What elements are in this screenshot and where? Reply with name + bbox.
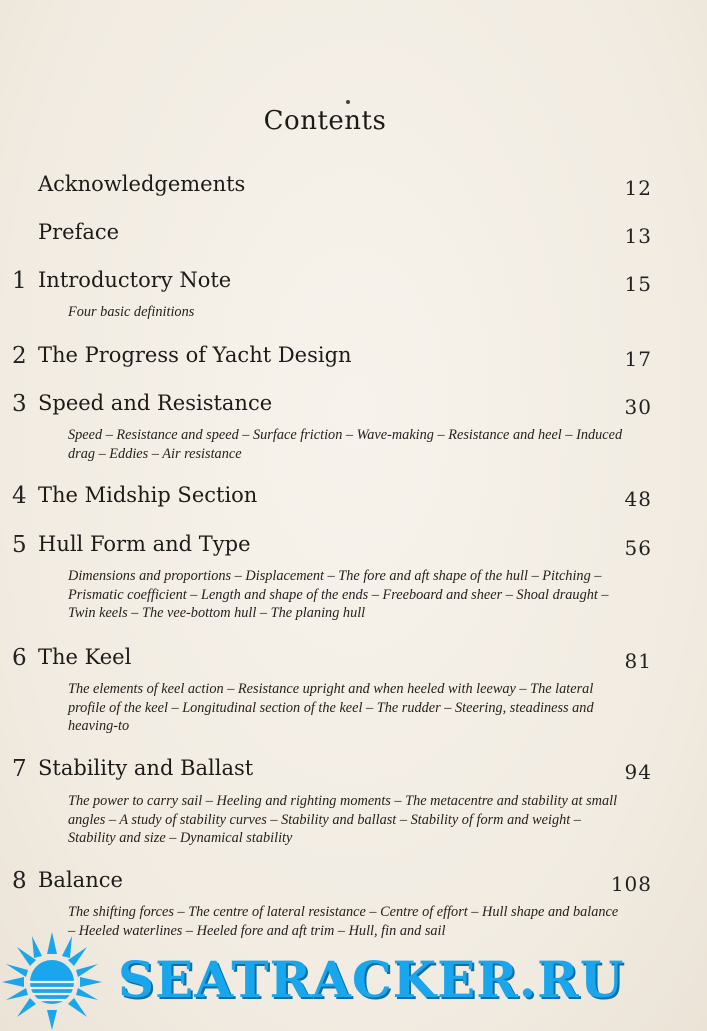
toc-heading: Introductory Note	[38, 268, 232, 292]
toc-chapter-number: 1	[12, 268, 27, 294]
toc-heading: The Progress of Yacht Design	[38, 343, 352, 367]
toc-page-number: 12	[624, 176, 652, 200]
toc-page-number: 81	[624, 649, 652, 673]
toc-page-number: 15	[624, 272, 652, 296]
show-through	[300, 36, 304, 51]
toc-heading: Acknowledgements	[38, 172, 246, 196]
toc-page-number: 108	[610, 872, 652, 896]
toc-subtopics: Speed – Resistance and speed – Surface friction – Wave-making – Resistance and heel – Induced drag – Eddies – Air resistance	[68, 427, 623, 462]
toc-page-number: 17	[624, 347, 652, 371]
toc-subtopics: Dimensions and proportions – Displacement – The fore and aft shape of the hull – Pitching – Prismatic coefficient – Length and shape of the ends – Freeboard and sheer – Shoal draught – Twin keels – The vee-bottom hull – The planing hull	[68, 568, 609, 621]
toc-chapter-number: 2	[12, 343, 27, 369]
toc-page-number: 48	[624, 487, 652, 511]
toc-chapter-number: 7	[12, 756, 27, 782]
toc-heading: Preface	[38, 220, 120, 244]
toc-page-number: 56	[624, 536, 652, 560]
toc-subtopics: The elements of keel action – Resistance upright and when heeled with leeway – The lateral profile of the keel – Longitudinal section of the keel – The rudder – Steering, steadiness and heaving-to	[68, 681, 594, 734]
toc-chapter-number: 4	[12, 483, 27, 509]
toc-page-number: 13	[624, 224, 652, 248]
sun-logo-icon	[2, 930, 102, 1030]
toc-subtopics: The power to carry sail – Heeling and righting moments – The metacentre and stability at small angles – A study of stability curves – Stability and ballast – Stability of form and weight – Stability and size – Dynamical stability	[68, 793, 618, 846]
watermark-text: SEATRACKER.RU	[118, 950, 625, 1009]
toc-heading: The Keel	[38, 645, 132, 669]
toc-page-number: 94	[624, 760, 652, 784]
watermark	[0, 928, 707, 1031]
toc-chapter-number: 8	[12, 868, 27, 894]
toc-subtopics: The shifting forces – The centre of lateral resistance – Centre of effort – Hull shape and balance – Heeled waterlines – Heeled fore and aft trim – Hull, fin and sail	[68, 904, 619, 939]
toc-chapter-number: 6	[12, 645, 27, 671]
toc-heading: Balance	[38, 868, 123, 892]
toc-chapter-number: 3	[12, 391, 27, 417]
toc-subtopics: Four basic definitions	[68, 304, 195, 320]
toc-page-number: 30	[624, 395, 652, 419]
toc-heading: Stability and Ballast	[38, 756, 254, 780]
page-title: Contents	[263, 106, 387, 136]
toc-heading: The Midship Section	[38, 483, 258, 507]
toc-heading: Hull Form and Type	[38, 532, 251, 556]
ink-speck	[346, 100, 350, 104]
toc-chapter-number: 5	[12, 532, 27, 558]
toc-heading: Speed and Resistance	[38, 391, 273, 415]
